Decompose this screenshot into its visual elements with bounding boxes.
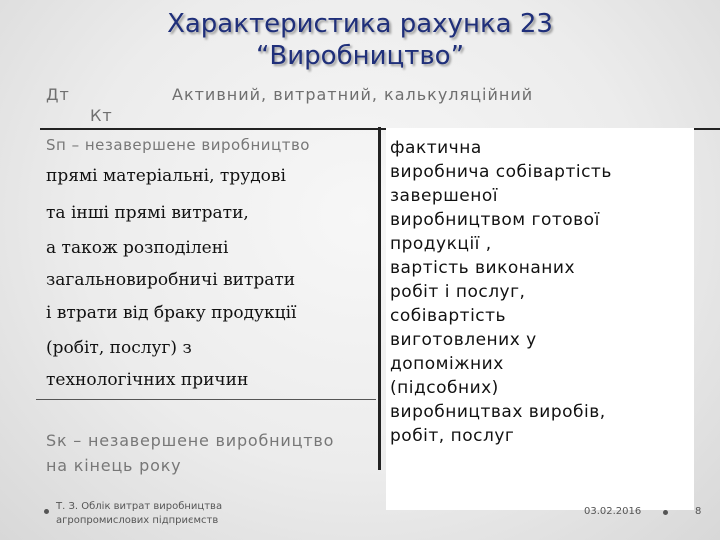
opening-balance: Sп – незавершене виробництво bbox=[46, 136, 310, 154]
footer-source-line-2: агропромислових підприємств bbox=[56, 515, 219, 526]
closing-balance bbox=[46, 428, 334, 478]
account-type-label: Активний, витратний, калькуляційний bbox=[172, 85, 534, 104]
credit-line: вартість виконаних bbox=[390, 258, 576, 278]
closing-balance-line-2: на кінець року bbox=[46, 456, 182, 475]
credit-line: робіт, послуг bbox=[390, 426, 515, 446]
credit-line: виробництвом готової bbox=[390, 210, 600, 230]
credit-line: собівартість bbox=[390, 306, 507, 326]
footer-separator-icon bbox=[663, 510, 668, 515]
debit-line: та інші прямі витрати, bbox=[46, 203, 249, 223]
slide-title bbox=[0, 8, 720, 72]
footer-source bbox=[56, 500, 222, 528]
credit-label: Кт bbox=[90, 106, 113, 125]
debit-line: загальновиробничі витрати bbox=[46, 270, 296, 290]
footer-bullet-icon bbox=[44, 509, 49, 514]
debit-label: Дт bbox=[46, 85, 70, 104]
credit-line: (підсобних) bbox=[390, 378, 499, 398]
credit-line: фактична bbox=[390, 138, 482, 158]
debit-line: технологічних причин bbox=[46, 370, 249, 390]
closing-balance-divider bbox=[36, 399, 376, 400]
debit-line: прямі матеріальні, трудові bbox=[46, 166, 286, 186]
t-account-vertical-line bbox=[378, 127, 381, 470]
slide-title-line-2: “Виробництво” bbox=[255, 41, 465, 71]
debit-line: (робіт, послуг) з bbox=[46, 338, 192, 358]
footer-date: 03.02.2016 bbox=[584, 506, 642, 517]
credit-line: виробнича собівартість bbox=[390, 162, 612, 182]
credit-line: продукції , bbox=[390, 234, 492, 254]
footer-source-line-1: Т. З. Облік витрат виробництва bbox=[56, 501, 223, 512]
credit-description bbox=[390, 136, 692, 448]
closing-balance-line-1: Sк – незавершене виробництво bbox=[46, 431, 335, 450]
page-number: 8 bbox=[695, 506, 702, 517]
credit-line: допоміжних bbox=[390, 354, 504, 374]
credit-line: робіт і послуг, bbox=[390, 282, 526, 302]
debit-line: і втрати від браку продукції bbox=[46, 303, 297, 323]
slide-title-line-1: Характеристика рахунка 23 bbox=[167, 9, 553, 39]
credit-line: завершеної bbox=[390, 186, 498, 206]
credit-line: виготовлених у bbox=[390, 330, 537, 350]
credit-line: виробництвах виробів, bbox=[390, 402, 606, 422]
debit-line: а також розподілені bbox=[46, 238, 229, 258]
